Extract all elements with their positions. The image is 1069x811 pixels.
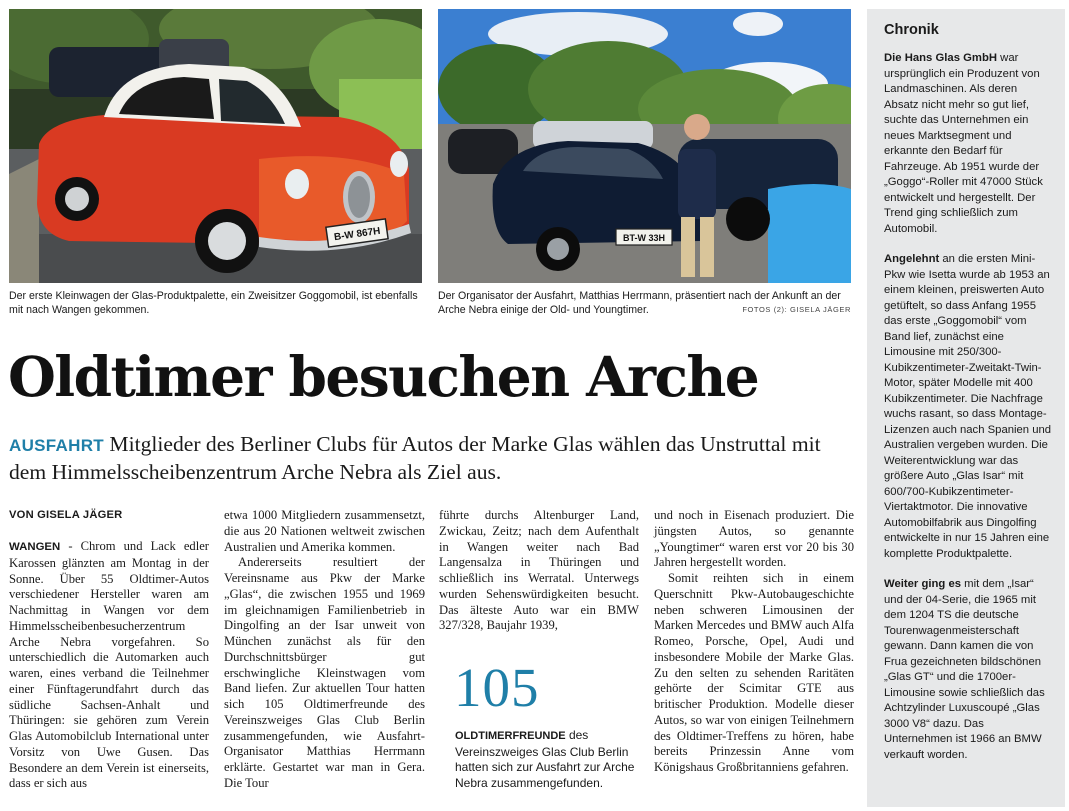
sidebar-para-2-text: an die ersten Mini-Pkw wie Isetta wurde ab 1953 an einem kleinen, preiswerten Auto getüftelt, so dass Anfang 1955 das erste „Goggomobil“ vom Band lief, zunächst eine Limousine mit 250/300-Kubikzentimeter-Zweitakt-Twin-Motor, später Modelle mit 400 Kubikzentimeter. Die Nachfrage wuchs rasant, so dass Montage-Lizenzen auch nach Spanien und Australien vergeben wurden. Die Weiterentwicklung war das größere Auto „Glas Isar“ mit 600/700-Kubikzentimeter-Viertaktmotor. Die innovative Automobilfabrik aus Dingolfing entwickelte in nur 15 Jahren eine komplette Produktpalette. <box>884 253 1052 560</box>
subhead-kicker: AUSFAHRT <box>9 436 104 455</box>
col2-para-a: etwa 1000 Mitgliedern zusammensetzt, die aus 20 Nationen weltweit zwischen Australien und Amerika kommen. <box>224 508 425 554</box>
sidebar-para-2-lead: Angelehnt <box>884 253 940 265</box>
factbox-lead: OLDTIMERFREUNDE <box>455 730 566 742</box>
dateline: WANGEN <box>9 541 61 553</box>
factbox <box>455 728 635 791</box>
body-column-2 <box>224 508 425 792</box>
photo1-caption: Der erste Kleinwagen der Glas-Produktpalette, ein Zweisitzer Goggomobil, ist ebenfalls mit nach Wangen gekommen. <box>9 290 418 316</box>
goggomobil-illustration <box>9 9 422 283</box>
photo-credit: FOTOS (2): GISELA JÄGER <box>742 305 851 314</box>
col2-para-b: Andererseits resultiert der Vereinsname aus Pkw der Marke „Glas“, die zwischen 1955 und 1969 im gleichnamigen Familienbetrieb in Dingolfing an der Isar unweit von München zunächst als für den Durchschnittsbürger gut erschwingliche Kleinstwagen vom Band liefen. Zur aktuellen Tour hatten sich 105 Oldtimerfreunde des Vereinszweiges Glas Club Berlin zusammengefunden, wie Ausfahrt-Organisator Matthias Herrmann erklärte. Gestartet war man in Gera. Die Tour <box>224 555 425 790</box>
sidebar-para-1-lead: Die Hans Glas GmbH <box>884 52 998 64</box>
sidebar-title: Chronik <box>884 22 939 38</box>
col3-text: führte durchs Altenburger Land, Zwickau, Zeitz; nach dem Aufenthalt in Wangen weiter nach Bad Langensalza in Thüringen und schließlich ins Werratal. Unterwegs wurden Sehenswürdigkeiten besucht. Das älteste Auto war ein BMW 327/328, Baujahr 1939, <box>439 508 639 633</box>
subhead-text: Mitglieder des Berliner Clubs für Autos der Marke Glas wählen das Unstruttal mit dem Himmelsscheibenzentrum Arche Nebra als Ziel aus. <box>9 432 821 484</box>
article-subhead <box>9 431 859 485</box>
body-column-3 <box>439 508 639 634</box>
body-column-1 <box>9 539 209 792</box>
sidebar-para-3 <box>884 577 1053 763</box>
sidebar-para-1-text: war ursprünglich ein Produzent von Landmaschinen. Als deren Absatz nicht mehr so gut lief, suchte das Unternehmen ein neues Marktsegment und erkannte den Bedarf für Fahrzeuge. Ab 1951 wurde der „Goggo“-Roller mit 47000 Stück entwickelt und hergestellt. Der Trend ging schließlich zum Automobil. <box>884 52 1043 235</box>
plate2-text: BT-W 33H <box>622 233 666 243</box>
col4-para-a: und noch in Eisenach produziert. Die jüngsten Autos, so genannte „Youngtimer“ waren erst vor 20 bis 30 Jahren hergestellt worden. <box>654 508 854 570</box>
photo2-caption: Der Organisator der Ausfahrt, Matthias Herrmann, präsentiert nach der Ankunft an der Arche Nebra einige der Old- und Youngtimer. <box>438 290 841 316</box>
sidebar-para-3-text: mit dem „Isar“ und der 04-Serie, die 1965 mit dem 1204 TS die deutsche Tourenwagenmeisterschaft gewann. Dann kamen die von Frua gezeichneten bildschönen „Glas GT“ und die 1700er-Limousine sowie schließlich das Achtzylinder Luxuscoupé „Glas 3000 V8“ dazu. Das Unternehmen ist 1966 an BMW verkauft worden. <box>884 578 1045 761</box>
chronik-sidebar <box>867 9 1065 807</box>
organizer-with-classic-cars-photo <box>438 9 851 283</box>
body-column-4 <box>654 508 854 776</box>
factbox-text: des Vereinszweiges Glas Club Berlin hatten sich zur Ausfahrt zur Arche Nebra zusammengefunden. <box>455 728 635 790</box>
article-headline: Oldtimer besuchen Arche <box>8 344 759 409</box>
byline: VON GISELA JÄGER <box>9 509 123 521</box>
col1-text: - Chrom und Lack edler Karossen glänzten am Montag in der Sonne. Über 55 Oldtimer-Autos verschiedener Hersteller waren am Nachmittag in Wangen vor dem Himmelsscheibenbesucherzentrum Arche Nebra vorgefahren. So unterschiedlich die Automarken auch waren, eines verband die Teilnehmer einer Fünftagerundfahrt durch das südliche Sachsen-Anhalt und Thüringen: sie gehören zum Verein Glas Automobilclub International unter Vorsitz von Uwe Gusen. Das Besondere an dem Verein ist einerseits, dass er sich aus <box>9 539 209 791</box>
sidebar-para-3-lead: Weiter ging es <box>884 578 962 590</box>
vintage-red-goggomobil-photo <box>9 9 422 283</box>
sidebar-para-2 <box>884 252 1053 562</box>
classic-cars-illustration <box>438 9 851 283</box>
plate-text: B-W 867H <box>333 225 382 244</box>
factbox-number: 105 <box>454 657 540 718</box>
col4-para-b: Somit reihten sich in einem Querschnitt Pkw-Autobaugeschichte neben schweren Limousinen der Marken Mercedes und BMW auch Alfa Romeo, Porsche, Opel, Audi und insbesondere Mobile der Marke Glas. Zu den selten zu sehenden Raritäten gehörte der Scimitar GTE aus britischer Produktion. Modelle dieser Autos, so war von einigen Teilnehmern des Oldtimer-Treffens zu hören, habe bereits Prinzessin Anne vom Königshaus Großbritanniens gefahren. <box>654 571 854 774</box>
sidebar-para-1 <box>884 51 1053 237</box>
